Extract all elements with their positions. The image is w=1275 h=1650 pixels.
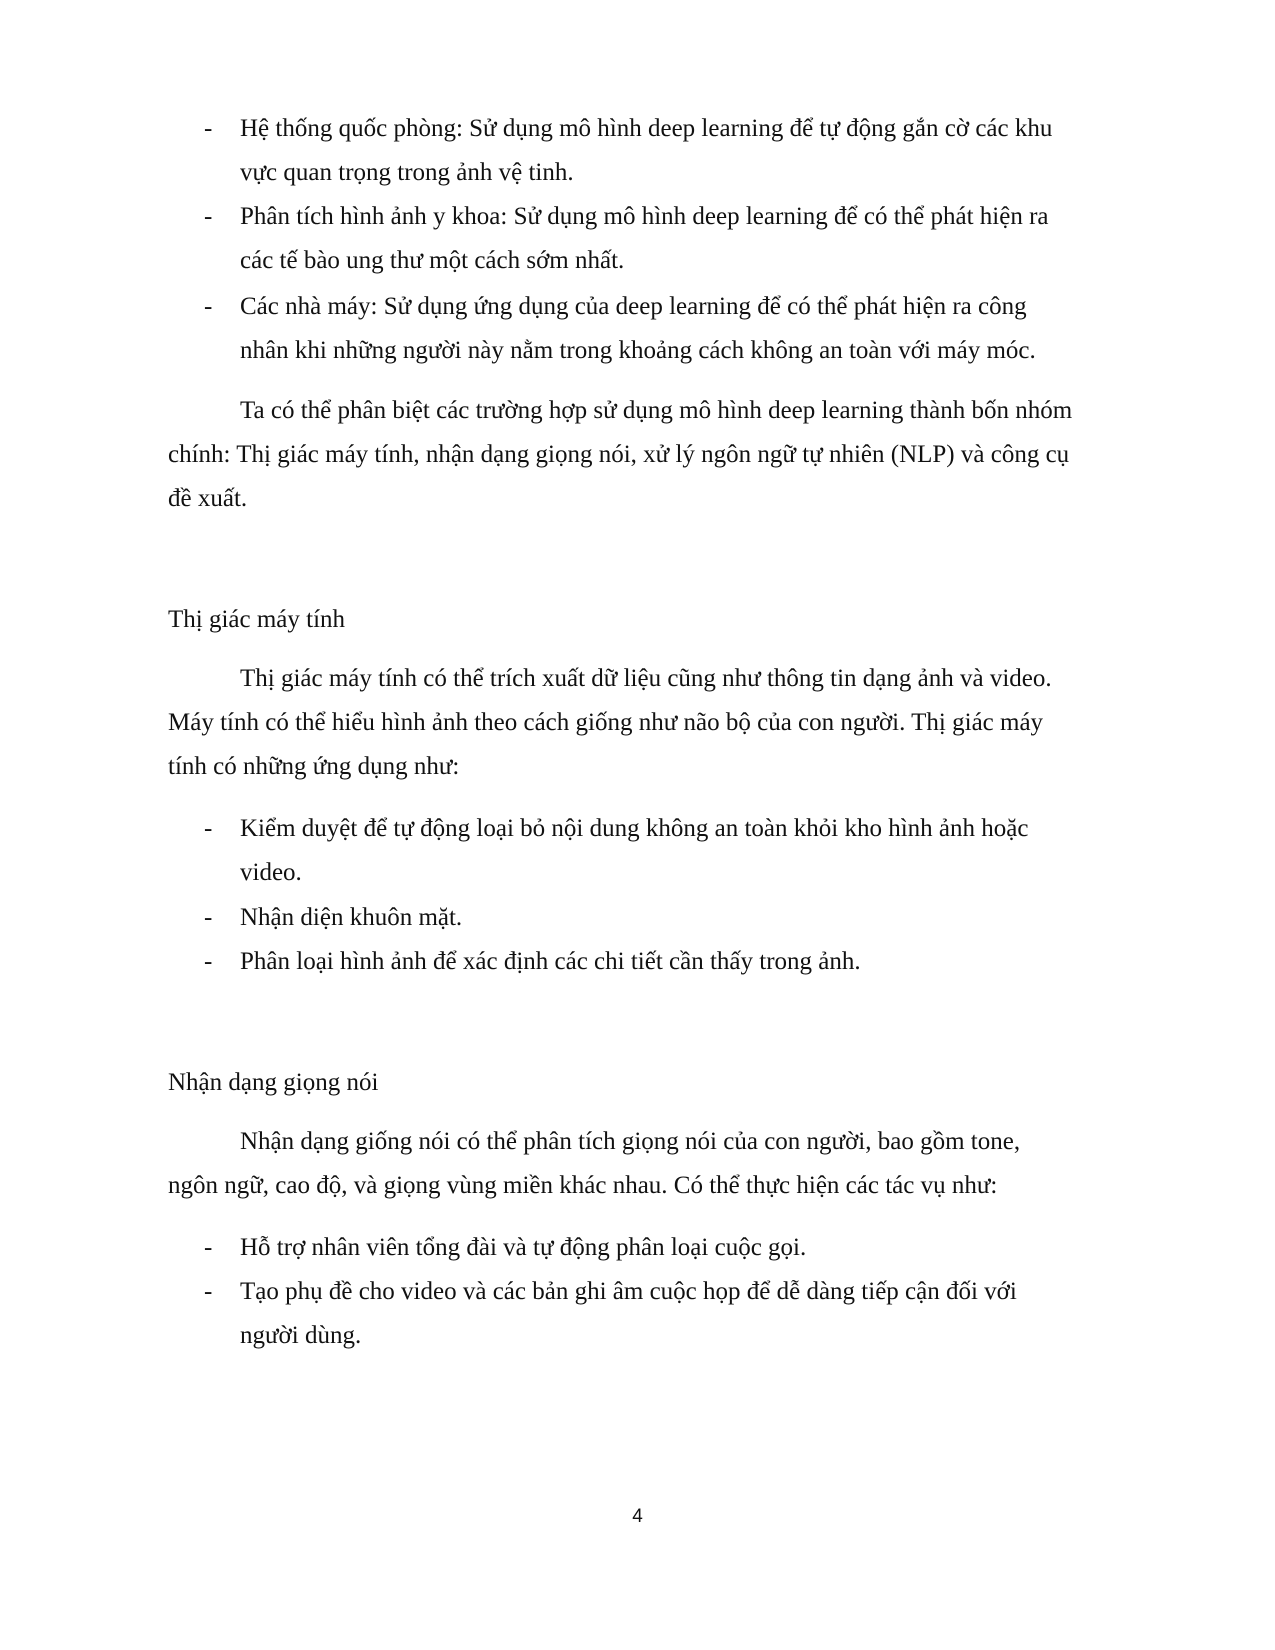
list-item-line: Hệ thống quốc phòng: Sử dụng mô hình deep learning để tự động gắn cờ các khu bbox=[240, 115, 1053, 142]
bullet-dash: - bbox=[204, 904, 213, 931]
paragraph-line: ngôn ngữ, cao độ, và giọng vùng miền khác nhau. Có thể thực hiện các tác vụ như: bbox=[168, 1172, 998, 1199]
bullet-dash: - bbox=[204, 1234, 213, 1261]
paragraph-line: Nhận dạng giống nói có thể phân tích giọng nói của con người, bao gồm tone, bbox=[240, 1128, 1021, 1155]
section-heading: Thị giác máy tính bbox=[168, 606, 346, 633]
paragraph-line: đề xuất. bbox=[168, 485, 248, 512]
bullet-dash: - bbox=[204, 203, 213, 230]
paragraph-line: chính: Thị giác máy tính, nhận dạng giọng nói, xử lý ngôn ngữ tự nhiên (NLP) và công cụ bbox=[168, 441, 1070, 468]
list-item-line: Nhận diện khuôn mặt. bbox=[240, 904, 463, 931]
list-item-line: Hỗ trợ nhân viên tổng đài và tự động phân loại cuộc gọi. bbox=[240, 1234, 807, 1261]
list-item-line: Phân tích hình ảnh y khoa: Sử dụng mô hình deep learning để có thể phát hiện ra bbox=[240, 203, 1049, 230]
paragraph-line: Thị giác máy tính có thể trích xuất dữ liệu cũng như thông tin dạng ảnh và video. bbox=[240, 665, 1052, 692]
list-item-line: Tạo phụ đề cho video và các bản ghi âm cuộc họp để dễ dàng tiếp cận đối với bbox=[240, 1278, 1017, 1305]
list-item-line: Các nhà máy: Sử dụng ứng dụng của deep learning để có thể phát hiện ra công bbox=[240, 293, 1027, 320]
page-number: 4 bbox=[632, 1506, 643, 1527]
bullet-dash: - bbox=[204, 1278, 213, 1305]
paragraph-line: Máy tính có thể hiểu hình ảnh theo cách giống như não bộ của con người. Thị giác máy bbox=[168, 709, 1044, 736]
paragraph-line: Ta có thể phân biệt các trường hợp sử dụng mô hình deep learning thành bốn nhóm bbox=[240, 397, 1073, 424]
list-item-line: nhân khi những người này nằm trong khoảng cách không an toàn với máy móc. bbox=[240, 337, 1036, 364]
bullet-dash: - bbox=[204, 115, 213, 142]
bullet-dash: - bbox=[204, 815, 213, 842]
list-item-line: các tế bào ung thư một cách sớm nhất. bbox=[240, 247, 625, 274]
list-item-line: người dùng. bbox=[240, 1322, 362, 1349]
list-item-line: video. bbox=[240, 859, 302, 886]
section-heading: Nhận dạng giọng nói bbox=[168, 1069, 379, 1096]
bullet-dash: - bbox=[204, 293, 213, 320]
list-item-line: Phân loại hình ảnh để xác định các chi tiết cần thấy trong ảnh. bbox=[240, 948, 861, 975]
bullet-dash: - bbox=[204, 948, 213, 975]
paragraph-line: tính có những ứng dụng như: bbox=[168, 753, 460, 780]
list-item-line: vực quan trọng trong ảnh vệ tinh. bbox=[240, 159, 574, 186]
list-item-line: Kiểm duyệt để tự động loại bỏ nội dung không an toàn khỏi kho hình ảnh hoặc bbox=[240, 815, 1029, 842]
